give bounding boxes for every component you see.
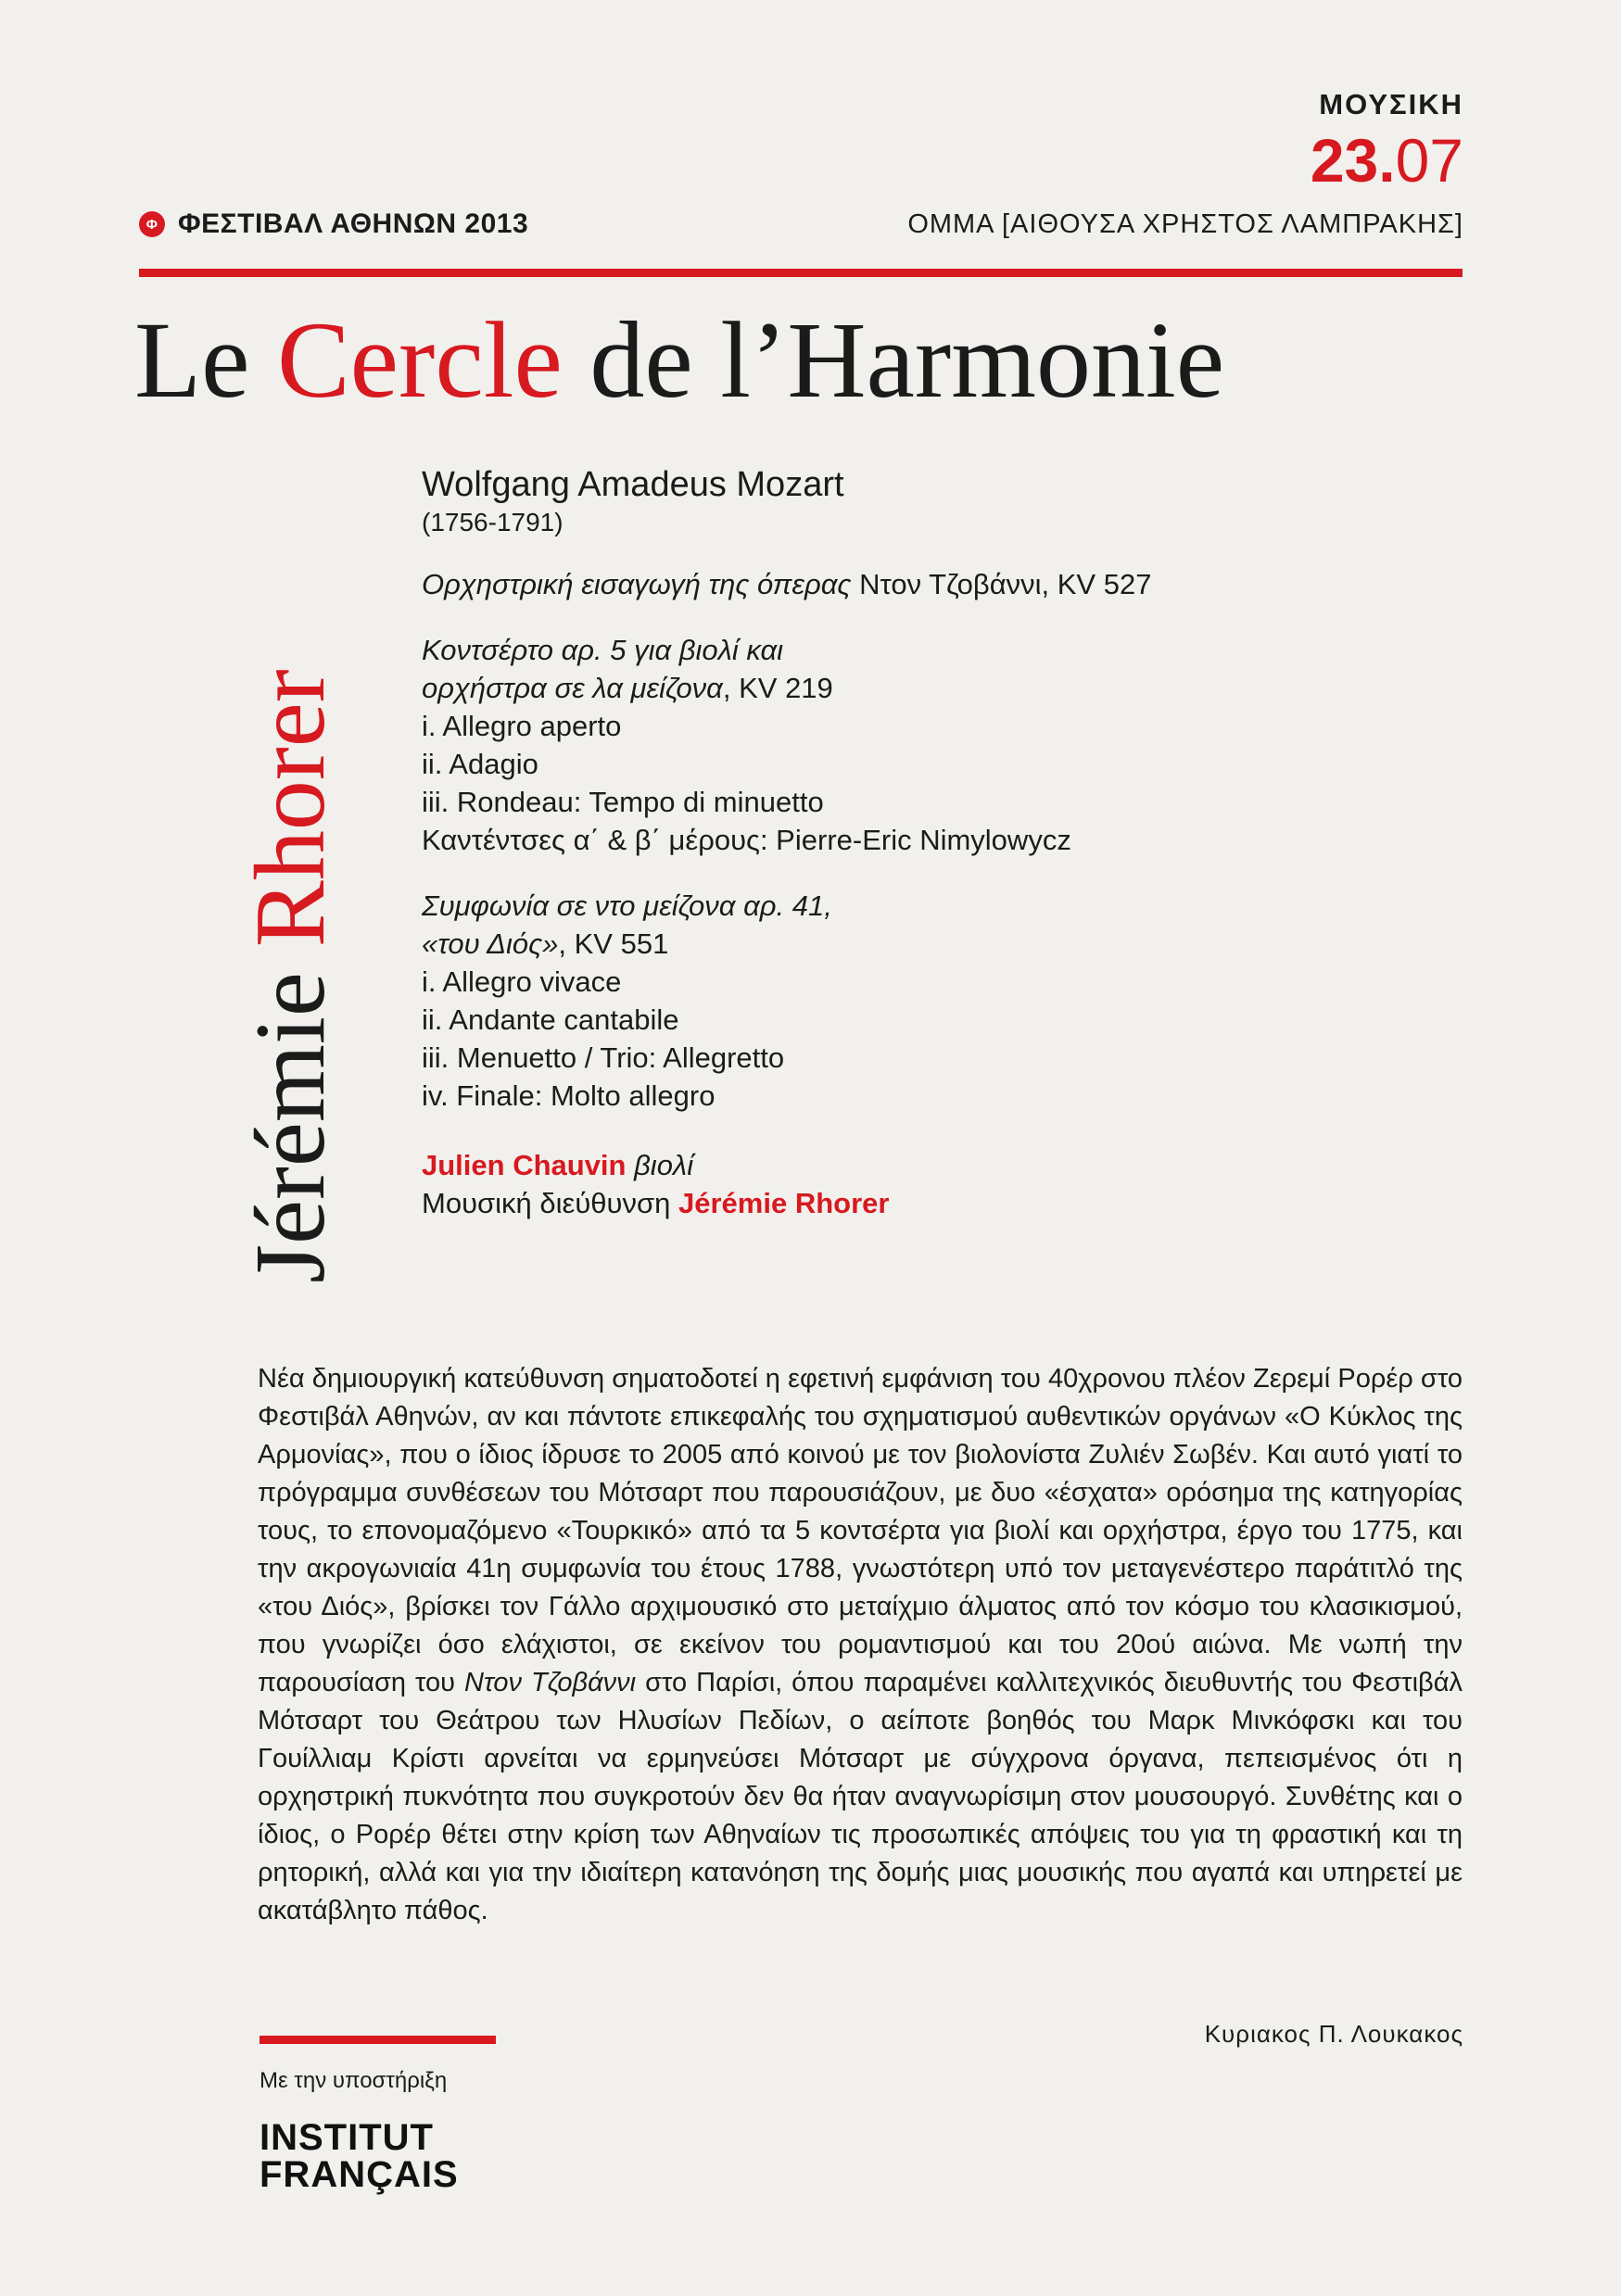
work-3-movement: iii. Menuetto / Trio: Allegretto bbox=[422, 1041, 785, 1074]
date-month: 07 bbox=[1395, 126, 1463, 195]
work-1-title: Ορχηστρική εισαγωγή της όπερας bbox=[422, 568, 852, 600]
composer-dates: (1756-1791) bbox=[422, 508, 564, 536]
work-2-cadenza-note: Καντέντσες α΄ & β΄ μέρους: Pierre-Eric Nimylowycz bbox=[422, 824, 1071, 856]
director-credit bbox=[422, 1184, 1151, 1222]
venue-label: ΟΜΜΑ [ΑΙΘΟΥΣΑ ΧΡΗΣΤΟΣ ΛΑΜΠΡΑΚΗΣ] bbox=[907, 209, 1463, 239]
work-3-movement: ii. Andante cantabile bbox=[422, 1003, 679, 1036]
conductor-last-name: Rhorer bbox=[235, 669, 346, 948]
composer-name: Wolfgang Amadeus Mozart bbox=[422, 465, 844, 504]
work-3-title-line bbox=[422, 925, 1151, 963]
conductor-first-name: Jérémie bbox=[235, 947, 346, 1283]
work-1-rest: Ντον Τζοβάννι, KV 527 bbox=[851, 568, 1152, 600]
event-date bbox=[1310, 126, 1463, 195]
festival-name: ΦΕΣΤΙΒΑΛ ΑΘΗΝΩΝ 2013 bbox=[178, 208, 529, 239]
institut-logo-line-2: FRANÇAIS bbox=[260, 2154, 459, 2195]
festival-heading bbox=[139, 208, 528, 240]
work-2-title-b: ορχήστρα σε λα μείζονα bbox=[422, 672, 723, 704]
soloist-role: βιολί bbox=[626, 1149, 694, 1181]
work-3-movement: iv. Finale: Molto allegro bbox=[422, 1079, 716, 1112]
bottom-divider bbox=[260, 2036, 496, 2044]
title-part-2: Cercle bbox=[276, 299, 563, 421]
top-divider bbox=[139, 269, 1463, 277]
title-part-1: Le bbox=[134, 299, 277, 421]
work-3-movement: i. Allegro vivace bbox=[422, 965, 622, 998]
soloist-name: Julien Chauvin bbox=[422, 1149, 627, 1181]
soloist-credit bbox=[422, 1146, 1151, 1184]
work-2-movement: iii. Rondeau: Tempo di minuetto bbox=[422, 786, 824, 818]
work-2-movement: i. Allegro aperto bbox=[422, 710, 622, 742]
conductor-vertical-name bbox=[235, 669, 346, 1283]
article-author: Κυριακος Π. Λουκακος bbox=[1204, 2020, 1463, 2048]
program-list bbox=[422, 463, 1151, 1222]
work-3-title-b: «του Διός» bbox=[422, 927, 559, 960]
director-label: Μουσική διεύθυνση bbox=[422, 1187, 678, 1219]
work-2-title-line bbox=[422, 669, 1151, 707]
support-label: Με την υποστήριξη bbox=[260, 2068, 448, 2093]
page-title bbox=[134, 299, 1225, 421]
work-2-rest: , KV 219 bbox=[722, 672, 833, 704]
article-body bbox=[258, 1360, 1463, 1930]
article-italic-title: Ντον Τζοβάννι bbox=[464, 1668, 637, 1697]
festival-logo-icon: Φ bbox=[139, 211, 165, 237]
article-text-2: στο Παρίσι, όπου παραμένει καλλιτεχνικός διευθυντής του Φεστιβάλ Μότσαρτ του Θεάτρου των Ηλυσίων Πεδίων, ο αείποτε βοηθός του Μαρκ Μινκόφσκι και του Γουίλλιαμ Κρίστι αρνείται να ερμηνεύσει Μότσαρτ με σύγχρονα όργανα, πεπεισμένος ότι η ορχηστρική πυκνότητα που συγκροτούν δεν θα ήταν αναγνωρίσιμη στον μουσουργό. Συνθέτης και ο ίδιος, ο Ρορέρ θέτει στην κρίση των Αθηναίων τις προσωπικές απόψεις του για τη φραστική και τη ρητορική, αλλά και για την ιδιαίτερη κατανόηση της δομής μιας μουσικής που αγαπά και υπηρετεί με ακατάβλητο πάθος. bbox=[258, 1668, 1463, 1925]
work-3-rest: , KV 551 bbox=[558, 927, 669, 960]
work-2-title-a: Κοντσέρτο αρ. 5 για βιολί και bbox=[422, 634, 784, 666]
date-day: 23 bbox=[1310, 126, 1379, 195]
date-separator: . bbox=[1378, 126, 1396, 195]
category-label: ΜΟΥΣΙΚΗ bbox=[1319, 88, 1463, 120]
director-name: Jérémie Rhorer bbox=[678, 1187, 890, 1219]
title-part-3: de l’Harmonie bbox=[562, 299, 1225, 421]
work-3-title-a: Συμφωνία σε ντο μείζονα αρ. 41, bbox=[422, 889, 832, 922]
article-text-1: Νέα δημιουργική κατεύθυνση σηματοδοτεί η εφετινή εμφάνιση του 40χρονου πλέον Ζερεμί Ρορέρ στο Φεστιβάλ Αθηνών, αν και πάντοτε επικεφαλής του σχηματισμού αυθεντικών οργάνων «Ο Κύκλος της Αρμονίας», που ο ίδιος ίδρυσε το 2005 από κοινού με τον βιολονίστα Ζυλιέν Σωβέν. Και αυτό γιατί το πρόγραμμα συνθέσεων του Μότσαρτ που παρουσιάζουν, με δυο «έσχατα» ορόσημα της κατηγορίας τους, το επονομαζόμενο «Τουρκικό» από τα 5 κοντσέρτα για βιολί και ορχήστρα, έργο του 1775, και την ακρογωνιαία 41η συμφωνία του έτους 1788, γνωστότερη υπό τον μεταγενέστερο παράτιτλό της «του Διός», βρίσκει τον Γάλλο αρχιμουσικό στο μεταίχμιο άλματος από τον κόσμο του κλασικισμού, που γνωρίζει όσο ελάχιστοι, σε εκείνον του ρομαντισμού και του 20ού αιώνα. Με νωπή την παρουσίαση του bbox=[258, 1364, 1463, 1697]
work-1 bbox=[422, 565, 1151, 603]
work-2-movement: ii. Adagio bbox=[422, 748, 538, 780]
institut-francais-logo bbox=[260, 2119, 459, 2193]
institut-logo-line-1: INSTITUT bbox=[260, 2117, 434, 2158]
